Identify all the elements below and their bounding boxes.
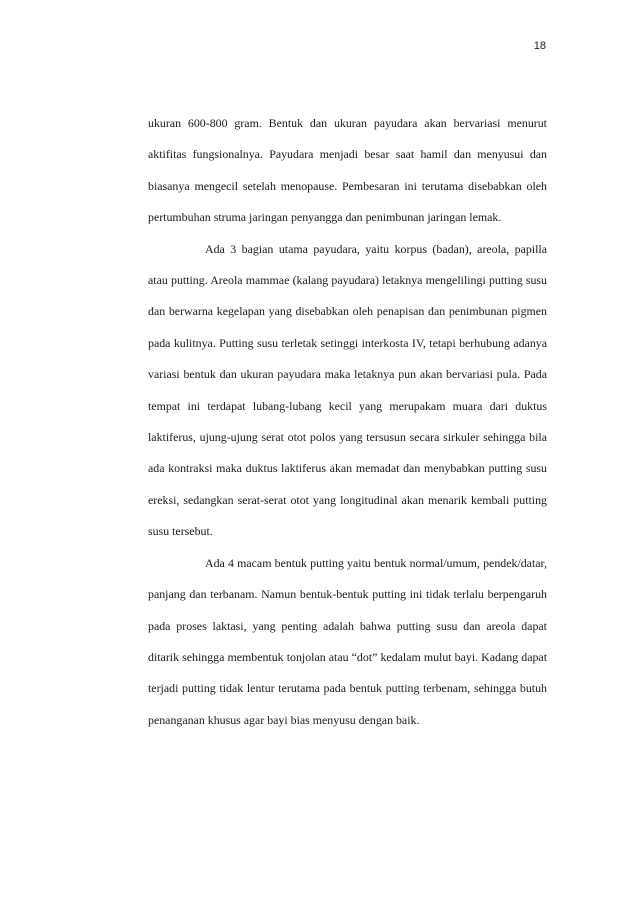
body-text <box>148 108 547 736</box>
paragraph-nipple-shapes: Ada 4 macam bentuk putting yaitu bentuk normal/umum, pendek/datar, panjang dan terbanam. Namun bentuk-bentuk putting ini tidak terlalu berpengaruh pada proses laktasi, yang penting adalah bahwa putting susu dan areola dapat ditarik sehingga membentuk tonjolan atau “dot” kedalam mulut bayi. Kadang dapat terjadi putting tidak lentur terutama pada bentuk putting terbenam, sehingga butuh penanganan khusus agar bayi bias menyusu dengan baik. <box>148 555 547 727</box>
paragraph-breast-parts: Ada 3 bagian utama payudara, yaitu korpus (badan), areola, papilla atau putting. Areola mammae (kalang payudara) letaknya mengelilingi putting susu dan berwarna kegelapan yang disebabkan oleh penapisan dan penimbunan pigmen pada kulitnya. Putting susu terletak setinggi interkosta IV, tetapi berhubung adanya variasi bentuk dan ukuran payudara maka letaknya pun akan bervariasi pula. Pada tempat ini terdapat lubang-lubang kecil yang merupakam muara dari duktus laktiferus, ujung-ujung serat otot polos yang tersusun secara sirkuler sehingga bila ada kontraksi maka duktus laktiferus akan memadat dan menybabkan putting susu ereksi, sedangkan serat-serat otot yang longitudinal akan menarik kembali putting susu tersebut. <box>148 241 547 539</box>
page-number: 18 <box>533 40 546 52</box>
paragraph-continuation: ukuran 600-800 gram. Bentuk dan ukuran payudara akan bervariasi menurut aktifitas fungsionalnya. Payudara menjadi besar saat hamil dan menyusui dan biasanya mengecil setelah menopause. Pembesaran ini terutama disebabkan oleh pertumbuhan struma jaringan penyangga dan penimbunan jaringan lemak. <box>148 116 547 225</box>
